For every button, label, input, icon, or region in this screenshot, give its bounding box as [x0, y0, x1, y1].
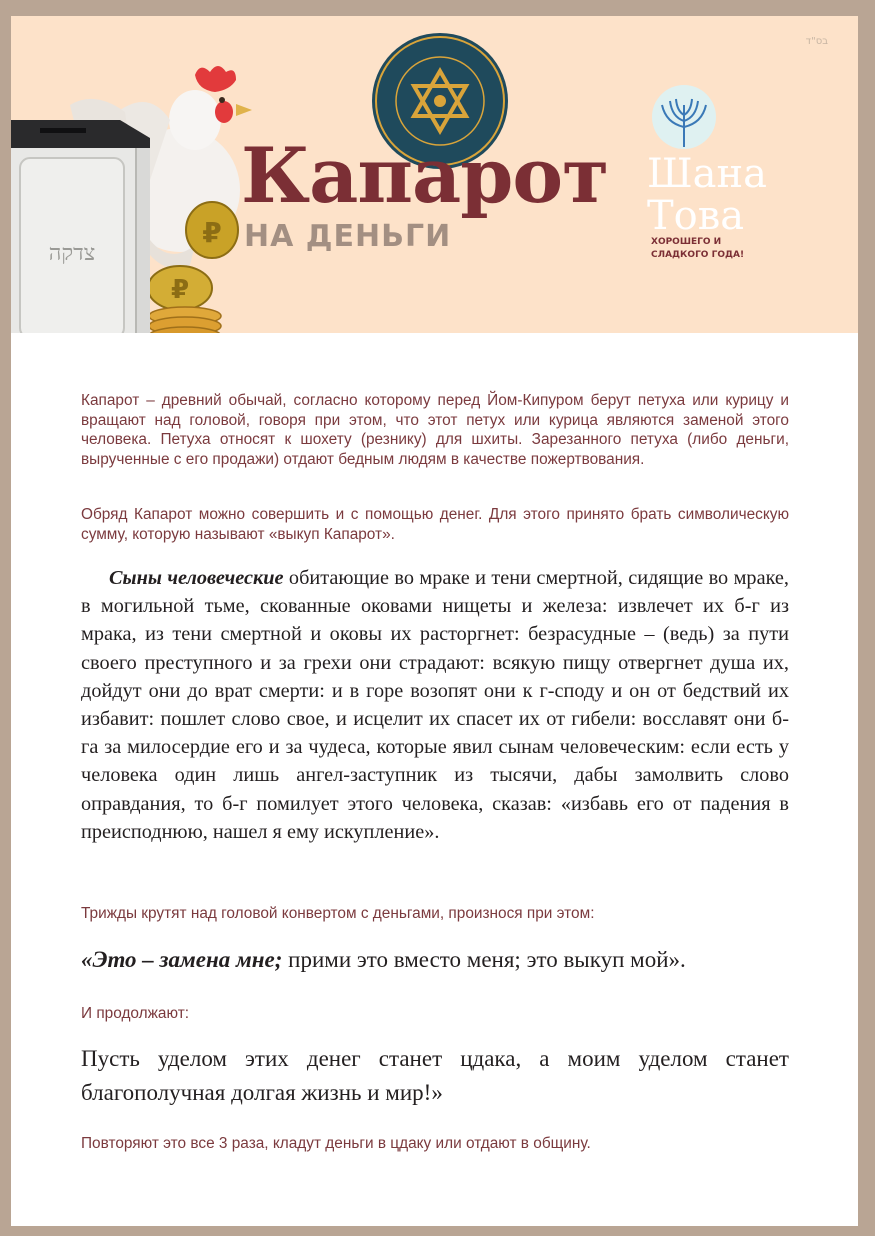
wishes-line-2: СЛАДКОГО ГОДА! — [651, 250, 745, 260]
flyer-page — [11, 16, 858, 1226]
continue-label: И продолжают: — [81, 1005, 190, 1022]
prayer-lead: Сыны человеческие — [109, 567, 284, 589]
shana-line-2: Това — [647, 193, 745, 239]
illustration-rooster-tzedakah-box — [11, 50, 260, 333]
circle-instruction: Трижды крутят над головой конвертом с деньгами, произнося при этом: — [81, 905, 595, 922]
intro-paragraph: Капарот – древний обычай, согласно которому перед Йом-Кипуром берут петуха или курицу и вращают над головой, говоря при этом, что этот петух или курица являются заменой этого человека. Петуха относят к шохету (резнику) для шхиты. Зарезанного петуха (либо деньги, вырученные с его продажи) отдают бедным людям в качестве пожертвования. — [81, 392, 789, 468]
formula-italic: «Это – замена мне; — [81, 947, 283, 972]
formula-text: прими это вместо меня; это выкуп мой». — [282, 947, 686, 972]
prayer-text: обитающие во мраке и тени смертной, сидящие во мраке, в могильной тьме, скованные оковами нищеты и железа: извлечет их б-г из мрака, из тени смертной и оковы их расторгнет: безрасудные – (ведь) за пути своего преступного и за грехи они страдают: всякую пищу отвергнет душа их, дойдут они до врат смерти: и в горе возопят они к г-споду и он от бедствий их избавит: пошлет слово свое, и исцелит их спасет их от гибели: восславят они б-га за милосердие его и за чудеса, которые явил сынам человеческим: если есть у человека один лишь ангел-заступник из тысячи, дабы замолвить слово оправдания, то б-г помилует этого человека, сказав: «избавь его от падения в преисподнюю, нашел я ему искупление». — [81, 567, 789, 843]
tzedakah-box-icon — [11, 120, 150, 333]
svg-text:₽: ₽ — [202, 216, 222, 249]
svg-text:₽: ₽ — [170, 275, 190, 305]
page-title: Капарот — [241, 131, 609, 220]
shana-line-1: Шана — [647, 151, 767, 197]
page-subtitle: НА ДЕНЬГИ — [244, 219, 452, 254]
formula-line — [81, 946, 801, 974]
shana-tova-greeting — [647, 153, 767, 237]
svg-text:צדקה: צדקה — [48, 241, 96, 266]
repeat-note: Повторяют это все 3 раза, кладут деньги в цдаку или отдают в общину. — [81, 1135, 591, 1152]
header-banner — [11, 16, 858, 333]
menorah-tree-logo — [644, 77, 724, 157]
wishes-line-1: ХОРОШЕГО И — [651, 237, 722, 247]
new-year-wishes — [651, 236, 744, 262]
money-rite-paragraph: Обряд Капарот можно совершить и с помощью денег. Для этого принято брать символическую сумму, которую называют «выкуп Капарот». — [81, 506, 789, 543]
prayer-paragraph — [81, 564, 789, 846]
bsd-mark: בס"ד — [805, 36, 828, 47]
final-blessing: Пусть уделом этих денег станет цдака, а моим уделом станет благополучная долгая жизнь и мир!» — [81, 1046, 789, 1105]
